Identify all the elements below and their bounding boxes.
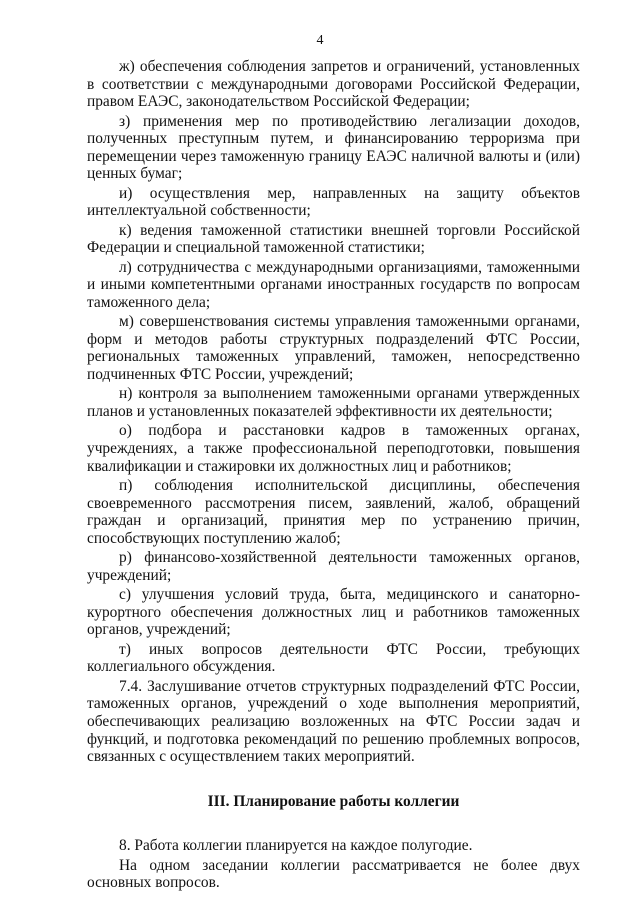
document-body bbox=[87, 58, 580, 894]
list-item-m: м) совершенствования системы управления таможенными органами, форм и методов работы структурных подразделений ФТС России, региональных таможенных управлений, таможен, непосредственно подчиненных ФТС России, учреждений; bbox=[87, 313, 580, 384]
section-heading: III. Планирование работы коллегии bbox=[207, 792, 460, 810]
list-item-k: к) ведения таможенной статистики внешней торговли Российской Федерации и специальной таможенной статистики; bbox=[87, 221, 580, 257]
list-item-o: о) подбора и расстановки кадров в таможенных органах, учреждениях, а также профессиональной переподготовки, повышения квалификации и стажировки их должностных лиц и работников; bbox=[87, 422, 580, 475]
list-item-n: н) контроля за выполнением таможенными органами утвержденных планов и установленных показателей эффективности их деятельности; bbox=[87, 385, 580, 421]
paragraph-8: 8. Работа коллегии планируется на каждое полугодие. bbox=[119, 837, 473, 855]
list-item-s: с) улучшения условий труда, быта, медицинского и санаторно-курортного обеспечения должностных лиц и работников таможенных органов, учреждений; bbox=[87, 586, 580, 639]
list-item-t: т) иных вопросов деятельности ФТС России, требующих коллегиального обсуждения. bbox=[87, 640, 580, 676]
paragraph-7-4: 7.4. Заслушивание отчетов структурных подразделений ФТС России, таможенных органов, учреждений о ходе выполнения мероприятий, обеспечивающих реализацию возложенных на ФТС России задач и функций, и подготовка рекомендаций по решению проблемных вопросов, связанных с осуществлением таких мероприятий. bbox=[87, 677, 580, 766]
list-item-zh: ж) обеспечения соблюдения запретов и ограничений, установленных в соответствии с международными договорами Российской Федерации, правом ЕАЭС, законодательством Российской Федерации; bbox=[87, 58, 580, 111]
list-item-r: р) финансово-хозяйственной деятельности таможенных органов, учреждений; bbox=[87, 549, 580, 584]
list-item-z: з) применения мер по противодействию легализации доходов, полученных преступным путем, и финансированию терроризма при перемещении через таможенную границу ЕАЭС наличной валюты и (или) ценных бумаг; bbox=[87, 112, 580, 183]
list-item-l: л) сотрудничества с международными организациями, таможенными и иными компетентными органами иностранных государств по вопросам таможенного дела; bbox=[87, 258, 580, 311]
list-item-p: п) соблюдения исполнительской дисциплины, обеспечения своевременного рассмотрения писем, заявлений, жалоб, обращений граждан и организаций, принятия мер по устранению причин, способствующих поступлению жалоб; bbox=[87, 477, 580, 547]
list-item-i: и) осуществления мер, направленных на защиту объектов интеллектуальной собственности; bbox=[87, 184, 580, 220]
paragraph-8-continuation: На одном заседании коллегии рассматривается не более двух основных вопросов. bbox=[87, 856, 580, 892]
page-number: 4 bbox=[316, 33, 324, 48]
